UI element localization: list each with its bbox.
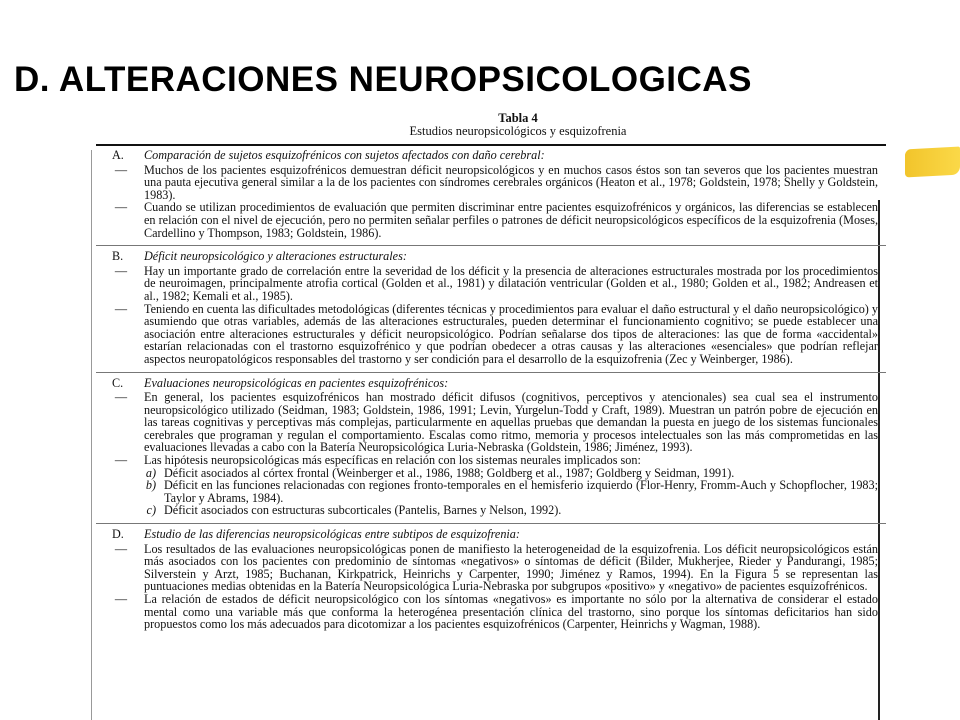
scanned-table-page [90, 112, 886, 720]
sub-item-text: Déficit asociados con estructuras subcorticales (Pantelis, Barnes y Nelson, 1992). [164, 503, 562, 518]
section-heading: Evaluaciones neuropsicológicas en pacientes esquizofrénicos: [144, 375, 449, 390]
item-text: En general, los pacientes esquizofrénicos han mostrado déficit difusos (cognitivos, perceptivos y atencionales) sea cual sea el instrumento neuropsicológico utilizado (Seidman, 1983; Goldstein, 1986, 1991; Levin, Yurgelun-Todd y Craft, 1989). Muestran un patrón pobre de ejecución en las tareas cognitivas y perceptivas más complejas, particularmente en aquellas pruebas que demandan la puesta en juego de los sistemas funcionales cerebrales que programan y regulan el comportamiento. Escalas como ritmo, memoria y procesos intelectuales son las más comprometidas en las evaluaciones llevadas a cabo con la Batería Neuropsicológica Luria-Nebraska (Goldstein, 1986; Jiménez, 1993). [144, 390, 878, 455]
table-caption: Estudios neuropsicológicos y esquizofrenia [409, 124, 627, 138]
item-text: Teniendo en cuenta las dificultades metodológicas (diferentes técnicas y procedimientos para evaluar el daño estructural y el daño neuropsicológico) y asumiendo que otras variables, además de las alteraciones estructurales, pueden determinar el funcionamiento cognitivo; se puede establecer una asociación entre alteraciones estructurales y déficit neuropsicológico. Podrían señalarse dos tipos de alteraciones: las que de forma «accidental» estarían relacionadas con el trastorno esquizofrénico y que podrían obedecer a otras causas y las alteraciones «esenciales» que podrían reflejar aspectos neuropatológicos responsables del trastorno y ser condición para el desarrollo de la esquizofrenia (Zec y Weinberger, 1986). [144, 301, 878, 366]
item-dash: — [114, 453, 128, 468]
sub-item-text: Déficit en las funciones relacionadas con regiones fronto-temporales en el hemisferio izquierdo (Flor-Henry, Fromm-Auch y Schopflocher, 1983; Taylor y Abrams, 1984). [164, 478, 878, 505]
section-divider [96, 523, 886, 524]
item-dash: — [114, 162, 128, 177]
sub-item-letter: a) [145, 465, 156, 480]
list-item [98, 265, 886, 303]
list-item [98, 201, 886, 239]
section-b [98, 250, 886, 365]
list-item [98, 454, 886, 467]
slide-title: D. ALTERACIONES NEUROPSICOLOGICAS [14, 60, 752, 99]
section-divider [96, 245, 886, 246]
item-dash: — [114, 200, 128, 215]
item-dash: — [114, 592, 128, 606]
section-heading: Déficit neuropsicológico y alteraciones estructurales: [144, 249, 407, 264]
section-heading: Estudio de las diferencias neuropsicológicas entre subtipos de esquizofrenia: [144, 527, 520, 542]
section-letter: A. [112, 148, 124, 162]
section-d [98, 528, 886, 631]
section-letter: D. [112, 527, 124, 542]
highlighter-mark [905, 147, 960, 178]
item-text: Los resultados de las evaluaciones neuropsicológicas ponen de manifiesto la heterogeneidad de la esquizofrenia. Los déficit neuropsicológicos están más asociados con los pacientes con predominio de síntomas «negativos» o síntomas de déficit (Bilder, Mukherjee, Rieder y Pandurangi, 1985; Silverstein y Arzt, 1985; Buchanan, Kirkpatrick, Heinrichs y Carpenter, 1990; Jiménez y Ramos, 1994). En la Figura 5 se representan las puntuaciones medias obtenidas en la Batería Neuropsicológica Luria-Nebraska por subgrupos «positivo» y «negativo» de pacientes esquizofrénicos. [144, 541, 878, 594]
item-text: La relación de estados de déficit neuropsicológico con los síntomas «negativos» es importante no sólo por la alternativa de considerar el estado mental como una variable más que conforma la heterogénea presentación clínica del trastorno, sino porque los síntomas deficitarios han sido propuestos como los más adecuados para dicotomizar a los pacientes esquizofrénicos (Carpenter, Heinrichs y Wagman, 1988). [144, 592, 878, 632]
section-letter: C. [112, 375, 124, 390]
table-number: Tabla 4 [498, 111, 538, 125]
sub-item [98, 479, 886, 504]
item-dash: — [114, 301, 128, 316]
item-text: Cuando se utilizan procedimientos de evaluación que permiten discriminar entre pacientes esquizofrénicos y orgánicos, las diferencias se establecen en relación con el nivel de ejecución, pero no permiten señalar perfiles o patrones de déficit neuropsicológicos específicos de la esquizofrenia (Moses, Cardellino y Thompson, 1983; Goldstein, 1986). [144, 200, 878, 240]
item-text: Las hipótesis neuropsicológicas más específicas en relación con los sistemas neurales implicados son: [144, 453, 641, 468]
list-item [98, 543, 886, 593]
sub-item [98, 504, 886, 517]
item-dash: — [114, 541, 128, 556]
list-item [98, 164, 886, 202]
section-letter: B. [112, 249, 124, 264]
list-item [98, 593, 886, 631]
section-c [98, 377, 886, 518]
section-heading: Comparación de sujetos esquizofrénicos con sujetos afectados con daño cerebral: [144, 148, 545, 162]
item-dash: — [114, 263, 128, 278]
item-dash: — [114, 390, 128, 405]
section-a [98, 149, 886, 239]
section-divider [96, 372, 886, 373]
sub-item-letter: b) [145, 478, 156, 493]
item-text: Muchos de los pacientes esquizofrénicos demuestran déficit neuropsicológicos y en muchos casos éstos son tan severos que los pacientes muestran una pauta ejecutiva general similar a la de los pacientes con síndromes cerebrales orgánicos (Heaton et al., 1978; Goldstein, 1978; Shelly y Goldstein, 1983). [144, 162, 878, 202]
sub-item-text: Déficit asociados al córtex frontal (Weinberger et al., 1986, 1988; Goldberg et al., 1987; Goldberg y Seidman, 1991). [164, 465, 735, 480]
sub-item-letter: c) [146, 503, 156, 518]
list-item [98, 391, 886, 454]
item-text: Hay un importante grado de correlación entre la severidad de los déficit y la presencia de alteraciones estructurales mostrada por los procedimientos de neuroimagen, principalmente atrofia cortical (Golden et al., 1981) y dilatación ventricular (Golden et al., 1980; Golden et al., 1982; Andreasen et al., 1982; Kemali et al., 1985). [144, 263, 878, 303]
list-item [98, 303, 886, 366]
table-top-rule [96, 144, 886, 146]
